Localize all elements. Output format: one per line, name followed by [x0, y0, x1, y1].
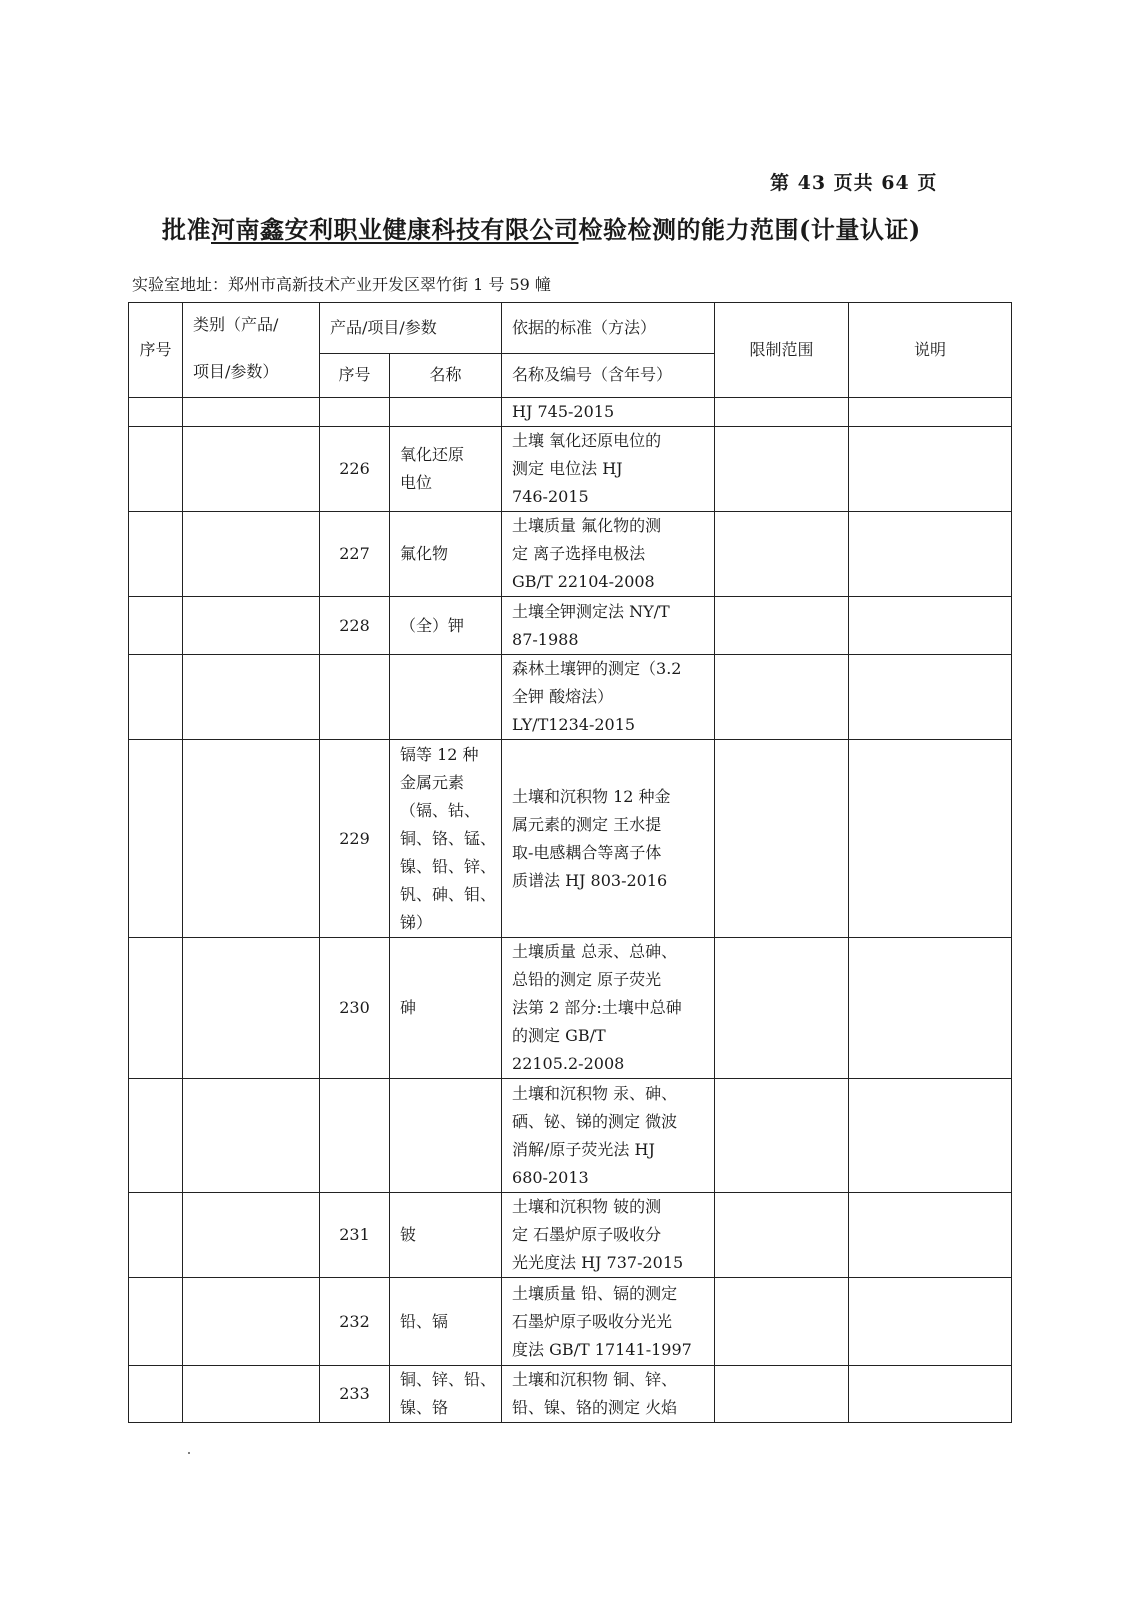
- standard-line: 定 石墨炉原子吸收分: [512, 1225, 662, 1244]
- header-product-group: 产品/项目/参数: [320, 303, 502, 354]
- cell-seq: [129, 1193, 183, 1278]
- cell-product-seq: [320, 597, 390, 655]
- standard-line: 森林土壤钾的测定（3.2: [512, 659, 682, 678]
- cell-note: [849, 1278, 1012, 1366]
- product-seq-value: 233: [339, 1384, 370, 1403]
- header-product-name: 名称: [390, 353, 502, 397]
- product-name-line: （全）钾: [400, 615, 465, 635]
- standard-line: 87-1988: [512, 629, 579, 649]
- capability-table: [128, 302, 1012, 1423]
- cell-product-seq: [320, 1278, 390, 1366]
- cell-seq: [129, 1079, 183, 1193]
- cell-note: [849, 655, 1012, 740]
- table-row: [129, 427, 1012, 512]
- standard-line: LY/T1234-2015: [512, 715, 636, 734]
- cell-standard: [502, 1366, 715, 1423]
- cell-note: [849, 427, 1012, 512]
- product-name-line: 铜、锌、铅、: [400, 1370, 497, 1389]
- cell-category: [183, 427, 320, 512]
- cell-category: [183, 597, 320, 655]
- cell-product-name: [390, 938, 502, 1079]
- cell-product-name: [390, 655, 502, 740]
- standard-line: 22105.2-2008: [512, 1054, 625, 1073]
- cell-seq: [129, 512, 183, 597]
- standard-line: 测定 电位法 HJ: [512, 459, 623, 478]
- cell-category: [183, 938, 320, 1079]
- product-name-line: 电位: [400, 473, 433, 492]
- standard-line: 土壤和沉积物 汞、砷、: [512, 1083, 678, 1103]
- cell-standard: [502, 740, 715, 938]
- cell-product-seq: [320, 938, 390, 1079]
- product-seq-value: 228: [339, 615, 370, 635]
- header-category: [183, 303, 320, 398]
- cell-limit: [715, 1079, 849, 1193]
- cell-limit: [715, 740, 849, 938]
- standard-line: 土壤质量 氟化物的测: [512, 516, 662, 535]
- cell-category: [183, 655, 320, 740]
- standard-line: 680-2013: [512, 1167, 589, 1187]
- title-prefix: 批准: [162, 215, 211, 244]
- cell-standard: [502, 655, 715, 740]
- cell-product-name: [390, 512, 502, 597]
- cell-limit: [715, 427, 849, 512]
- product-seq-value: 232: [339, 1311, 370, 1331]
- cell-product-seq: [320, 1193, 390, 1278]
- product-name-line: 锑）: [400, 912, 433, 932]
- cell-standard: [502, 597, 715, 655]
- cell-category: [183, 740, 320, 938]
- cell-seq: [129, 655, 183, 740]
- header-note: 说明: [849, 303, 1012, 398]
- standard-line: 土壤质量 总汞、总砷、: [512, 942, 678, 961]
- cell-standard: [502, 1193, 715, 1278]
- lab-address: 实验室地址：郑州市高新技术产业开发区翠竹街 1 号 59 幢: [132, 275, 551, 294]
- header-seq: 序号: [129, 303, 183, 398]
- table-row: [129, 1366, 1012, 1423]
- standard-line: 铅、镍、铬的测定 火焰: [512, 1398, 678, 1417]
- table-row: [129, 597, 1012, 655]
- product-name-line: 钒、砷、钼、: [400, 884, 497, 904]
- header-standard-line1: 依据的标准（方法）: [502, 303, 715, 354]
- cell-seq: [129, 398, 183, 427]
- cell-limit: [715, 1366, 849, 1423]
- cell-category: [183, 512, 320, 597]
- document-title: [162, 210, 921, 245]
- table-row: [129, 512, 1012, 597]
- standard-line: 土壤质量 铅、镉的测定: [512, 1283, 678, 1303]
- scan-speck: [188, 1452, 190, 1454]
- cell-seq: [129, 1366, 183, 1423]
- cell-seq: [129, 597, 183, 655]
- cell-standard: [502, 938, 715, 1079]
- standard-line: 质谱法 HJ 803-2016: [512, 870, 668, 890]
- table-row: [129, 655, 1012, 740]
- cell-product-name: [390, 1278, 502, 1366]
- cell-seq: [129, 740, 183, 938]
- cell-limit: [715, 512, 849, 597]
- cell-product-seq: [320, 655, 390, 740]
- standard-line: 的测定 GB/T: [512, 1026, 606, 1045]
- cell-product-name: [390, 427, 502, 512]
- cell-note: [849, 1366, 1012, 1423]
- standard-line: HJ 745-2015: [512, 402, 615, 421]
- cell-product-seq: [320, 1366, 390, 1423]
- cell-limit: [715, 597, 849, 655]
- standard-line: 土壤和沉积物 铜、锌、: [512, 1370, 678, 1389]
- cell-note: [849, 398, 1012, 427]
- cell-category: [183, 398, 320, 427]
- product-seq-value: 229: [339, 828, 370, 848]
- standard-line: 消解/原子荧光法 HJ: [512, 1139, 655, 1159]
- cell-limit: [715, 938, 849, 1079]
- product-name-line: 氧化还原: [400, 445, 465, 464]
- cell-limit: [715, 655, 849, 740]
- product-name-line: 镍、铅、锌、: [400, 856, 497, 876]
- page-number: 第 43 页共 64 页: [770, 172, 938, 194]
- cell-category: [183, 1079, 320, 1193]
- product-name-line: 铍: [400, 1225, 417, 1244]
- cell-product-seq: [320, 512, 390, 597]
- standard-line: 土壤和沉积物 12 种金: [512, 786, 671, 806]
- standard-line: 746-2015: [512, 487, 589, 506]
- standard-line: 石墨炉原子吸收分光光: [512, 1311, 673, 1331]
- product-seq-value: 230: [339, 998, 370, 1017]
- cell-product-seq: [320, 1079, 390, 1193]
- product-name-line: 砷: [400, 998, 417, 1017]
- product-name-line: （镉、钴、: [400, 800, 481, 820]
- cell-product-name: [390, 398, 502, 427]
- standard-line: 光光度法 HJ 737-2015: [512, 1253, 684, 1272]
- cell-product-name: [390, 1366, 502, 1423]
- cell-product-seq: [320, 398, 390, 427]
- product-name-line: 金属元素: [400, 772, 465, 792]
- cell-note: [849, 740, 1012, 938]
- table-row: [129, 740, 1012, 938]
- table-body: [129, 398, 1012, 1423]
- title-company: 河南鑫安利职业健康科技有限公司: [211, 215, 579, 244]
- cell-category: [183, 1278, 320, 1366]
- cell-product-name: [390, 597, 502, 655]
- cell-standard: [502, 512, 715, 597]
- cell-limit: [715, 1193, 849, 1278]
- cell-category: [183, 1366, 320, 1423]
- cell-product-name: [390, 1193, 502, 1278]
- cell-product-seq: [320, 427, 390, 512]
- product-name-line: 铅、镉: [400, 1311, 449, 1331]
- standard-line: 总铅的测定 原子荧光: [512, 970, 662, 989]
- table-row: [129, 1278, 1012, 1366]
- cell-seq: [129, 427, 183, 512]
- table-row: [129, 398, 1012, 427]
- product-seq-value: 227: [339, 544, 370, 563]
- standard-line: 取-电感耦合等离子体: [512, 842, 662, 862]
- product-name-line: 铜、铬、锰、: [400, 828, 497, 848]
- cell-category: [183, 1193, 320, 1278]
- standard-line: GB/T 22104-2008: [512, 572, 655, 591]
- cell-seq: [129, 1278, 183, 1366]
- cell-product-name: [390, 740, 502, 938]
- header-standard-line2: 名称及编号（含年号）: [502, 353, 715, 397]
- header-category-line2: 项目/参数）: [193, 362, 279, 381]
- cell-standard: [502, 427, 715, 512]
- cell-note: [849, 938, 1012, 1079]
- standard-line: 属元素的测定 王水提: [512, 814, 662, 834]
- standard-line: 全钾 酸熔法）: [512, 687, 614, 706]
- standard-line: 硒、铋、锑的测定 微波: [512, 1111, 678, 1131]
- standard-line: 土壤 氧化还原电位的: [512, 431, 662, 450]
- standard-line: 定 离子选择电极法: [512, 544, 646, 563]
- product-name-line: 氟化物: [400, 544, 449, 563]
- standard-line: 法第 2 部分:土壤中总砷: [512, 998, 682, 1017]
- table-row: [129, 1079, 1012, 1193]
- product-name-line: 镍、铬: [400, 1398, 449, 1417]
- product-name-line: 镉等 12 种: [400, 744, 479, 764]
- header-limit: 限制范围: [715, 303, 849, 398]
- product-seq-value: 226: [339, 459, 370, 478]
- cell-note: [849, 597, 1012, 655]
- cell-standard: [502, 1079, 715, 1193]
- title-suffix: 检验检测的能力范围(计量认证): [578, 215, 921, 244]
- cell-product-name: [390, 1079, 502, 1193]
- cell-limit: [715, 1278, 849, 1366]
- table-row: [129, 938, 1012, 1079]
- table-row: [129, 1193, 1012, 1278]
- cell-note: [849, 512, 1012, 597]
- header-category-line1: 类别（产品/: [193, 315, 279, 334]
- cell-standard: [502, 398, 715, 427]
- header-product-seq: 序号: [320, 353, 390, 397]
- product-seq-value: 231: [339, 1225, 370, 1244]
- cell-note: [849, 1079, 1012, 1193]
- cell-product-seq: [320, 740, 390, 938]
- standard-line: 度法 GB/T 17141-1997: [512, 1339, 692, 1359]
- cell-limit: [715, 398, 849, 427]
- cell-standard: [502, 1278, 715, 1366]
- standard-line: 土壤和沉积物 铍的测: [512, 1197, 662, 1216]
- cell-note: [849, 1193, 1012, 1278]
- cell-seq: [129, 938, 183, 1079]
- standard-line: 土壤全钾测定法 NY/T: [512, 601, 670, 621]
